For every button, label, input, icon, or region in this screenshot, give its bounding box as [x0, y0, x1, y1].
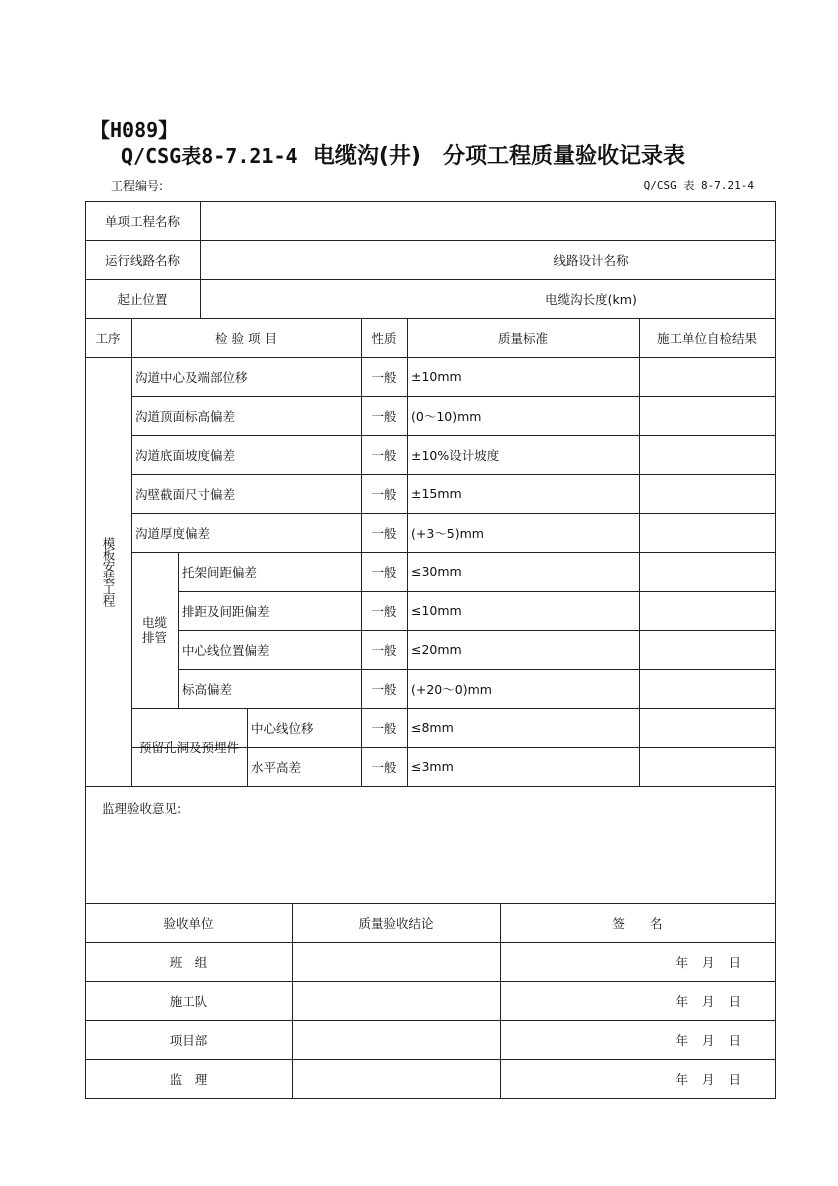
self-check-result[interactable]	[639, 630, 775, 669]
column-header-process: 工序	[95, 330, 121, 346]
nature-value: 一般	[371, 408, 397, 424]
form-code: 【H089】	[90, 118, 179, 142]
quality-standard: (0～10)mm	[411, 408, 482, 424]
supervision-opinion-label: 监理验收意见:	[102, 801, 182, 816]
table-rule	[85, 1098, 776, 1099]
date-day-label: 日	[728, 993, 741, 1009]
nature-value: 一般	[371, 447, 397, 463]
inspection-item: 标高偏差	[182, 681, 233, 697]
process-name: 模板安装工程	[101, 537, 116, 606]
nature-value: 一般	[371, 564, 397, 580]
self-check-result[interactable]	[639, 474, 775, 513]
inspection-item: 沟道顶面标高偏差	[135, 408, 236, 424]
inspection-item: 沟道厚度偏差	[135, 525, 211, 541]
nature-value: 一般	[371, 759, 397, 775]
signature-date[interactable]	[500, 981, 775, 1020]
table-rule	[775, 201, 776, 1099]
nature-value: 一般	[371, 681, 397, 697]
nature-value: 一般	[371, 486, 397, 502]
page-title	[121, 139, 685, 170]
signature-date[interactable]	[500, 1020, 775, 1059]
self-check-result[interactable]	[639, 552, 775, 591]
date-month-label: 月	[701, 1032, 715, 1048]
nature-value: 一般	[371, 720, 397, 736]
column-header-item: 检 验 项 目	[215, 330, 277, 346]
inspection-item: 中心线位置偏差	[182, 642, 270, 658]
form-ref: Q/CSG 表 8-7.21-4	[643, 179, 754, 192]
quality-standard: ≤20mm	[411, 642, 462, 657]
quality-standard: ±10mm	[411, 369, 462, 384]
acceptance-header-signature: 签 名	[612, 915, 663, 931]
quality-standard: ≤30mm	[411, 564, 462, 579]
date-day-label: 日	[728, 1032, 741, 1048]
group-cable-pipe-line2: 排管	[141, 630, 167, 645]
self-check-result[interactable]	[639, 591, 775, 630]
acceptance-conclusion[interactable]	[292, 1059, 500, 1098]
inspection-item: 托架间距偏差	[182, 564, 258, 580]
inspection-item: 水平高差	[251, 759, 302, 775]
group-cable-pipe-line1: 电缆	[141, 615, 167, 630]
quality-standard: ≤3mm	[411, 759, 454, 774]
acceptance-conclusion[interactable]	[292, 942, 500, 981]
signature-date[interactable]	[500, 1059, 775, 1098]
date-month-label: 月	[701, 954, 715, 970]
line-design-label: 线路设计名称	[553, 252, 629, 268]
nature-value: 一般	[371, 369, 397, 385]
quality-standard: ≤10mm	[411, 603, 462, 618]
acceptance-header-conclusion: 质量验收结论	[358, 915, 434, 931]
inspection-item: 沟壁截面尺寸偏差	[135, 486, 236, 502]
self-check-result[interactable]	[639, 708, 775, 747]
line-name-label: 运行线路名称	[104, 252, 180, 268]
trench-length-label: 电缆沟长度(km)	[545, 291, 637, 307]
date-year-label: 年	[675, 993, 688, 1009]
inspection-item: 排距及间距偏差	[182, 603, 270, 619]
self-check-result[interactable]	[639, 396, 775, 435]
quality-standard: ≤8mm	[411, 720, 454, 735]
single-project-value[interactable]	[200, 201, 775, 240]
acceptance-unit: 监 理	[169, 1071, 208, 1087]
date-month-label: 月	[701, 993, 715, 1009]
quality-standard: (+20～0)mm	[411, 681, 492, 697]
title-main: 电缆沟(井) 分项工程质量验收记录表	[312, 144, 685, 169]
acceptance-conclusion[interactable]	[292, 981, 500, 1020]
inspection-item: 沟道中心及端部位移	[135, 369, 248, 385]
date-year-label: 年	[675, 1032, 688, 1048]
acceptance-unit: 施工队	[169, 993, 208, 1009]
start-end-label: 起止位置	[117, 291, 168, 307]
self-check-result[interactable]	[639, 435, 775, 474]
inspection-item: 中心线位移	[251, 720, 314, 736]
self-check-result[interactable]	[639, 747, 775, 786]
date-day-label: 日	[728, 954, 741, 970]
inspection-item: 沟道底面坡度偏差	[135, 447, 236, 463]
acceptance-header-unit: 验收单位	[163, 915, 214, 931]
table-rule	[178, 552, 179, 709]
self-check-result[interactable]	[639, 669, 775, 708]
acceptance-unit: 项目部	[169, 1032, 208, 1048]
nature-value: 一般	[371, 525, 397, 541]
acceptance-conclusion[interactable]	[292, 1020, 500, 1059]
single-project-label: 单项工程名称	[104, 213, 180, 229]
table-rule	[247, 708, 248, 787]
date-year-label: 年	[675, 954, 688, 970]
group-reserved-holes: 预留孔洞及预埋件	[138, 740, 239, 755]
signature-date[interactable]	[500, 942, 775, 981]
table-rule	[131, 552, 776, 553]
nature-value: 一般	[371, 603, 397, 619]
project-no-label: 工程编号:	[111, 179, 164, 193]
date-month-label: 月	[701, 1071, 715, 1087]
group-cable-pipe	[131, 552, 178, 708]
self-check-result[interactable]	[639, 513, 775, 552]
acceptance-unit: 班 组	[169, 954, 208, 970]
date-day-label: 日	[728, 1071, 741, 1087]
quality-standard: (+3～5)mm	[411, 525, 484, 541]
title-code: Q/CSG表8-7.21-4	[121, 144, 298, 168]
quality-standard: ±15mm	[411, 486, 462, 501]
column-header-self-check: 施工单位自检结果	[656, 330, 757, 346]
quality-standard: ±10%设计坡度	[411, 447, 500, 463]
nature-value: 一般	[371, 642, 397, 658]
self-check-result[interactable]	[639, 357, 775, 396]
column-header-nature: 性质	[371, 330, 397, 346]
column-header-standard: 质量标准	[497, 330, 548, 346]
date-year-label: 年	[675, 1071, 688, 1087]
